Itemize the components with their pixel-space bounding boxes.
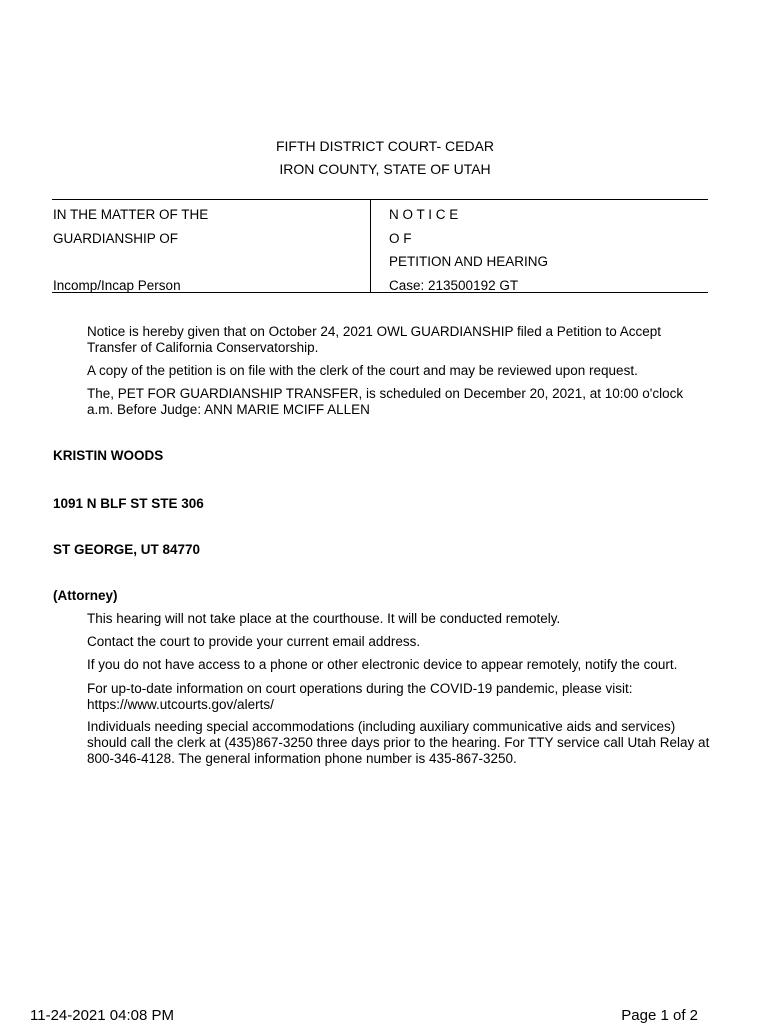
attorney-city: ST GEORGE, UT 84770: [53, 542, 201, 557]
caption-party: Incomp/Incap Person: [53, 278, 181, 293]
attorney-role: (Attorney): [53, 588, 118, 603]
caption-divider: [370, 200, 371, 292]
no-device-paragraph: If you do not have access to a phone or other electronic device to appear remotely, notify the court.: [87, 657, 678, 672]
covid-info-paragraph: For up-to-date information on court operations during the COVID-19 pandemic, please visit: https://www.utcourts.gov/alerts/: [87, 681, 633, 712]
caption-of: O F: [389, 231, 412, 246]
caption-top-rule: [52, 199, 708, 200]
remote-hearing-paragraph: This hearing will not take place at the courthouse. It will be conducted remotely.: [87, 611, 561, 626]
attorney-street: 1091 N BLF ST STE 306: [53, 496, 204, 511]
court-name: FIFTH DISTRICT COURT- CEDAR: [275, 138, 495, 154]
case-number: Case: 213500192 GT: [389, 278, 519, 293]
petition-copy-paragraph: A copy of the petition is on file with the clerk of the court and may be reviewed upon request.: [87, 363, 638, 378]
contact-court-paragraph: Contact the court to provide your current email address.: [87, 634, 421, 649]
caption-bottom-rule: [52, 292, 708, 293]
footer-timestamp: 11-24-2021 04:08 PM: [30, 1007, 174, 1024]
footer-page-number: Page 1 of 2: [621, 1007, 698, 1024]
notice-paragraph: Notice is hereby given that on October 24, 2021 OWL GUARDIANSHIP filed a Petition to Accept Transfer of California Conservatorship.: [87, 324, 662, 355]
hearing-schedule-paragraph: The, PET FOR GUARDIANSHIP TRANSFER, is scheduled on December 20, 2021, at 10:00 o'clock a.m. Before Judge: ANN MARIE MCIFF ALLEN: [87, 386, 684, 417]
caption-notice-title: N O T I C E: [389, 207, 459, 222]
court-county: IRON COUNTY, STATE OF UTAH: [279, 161, 491, 177]
caption-matter-line1: IN THE MATTER OF THE: [53, 207, 209, 222]
caption-subject: PETITION AND HEARING: [389, 254, 549, 269]
attorney-name: KRISTIN WOODS: [53, 448, 164, 463]
caption-matter-line2: GUARDIANSHIP OF: [53, 231, 179, 246]
accommodations-paragraph: Individuals needing special accommodations (including auxiliary communicative aids and services) should call the clerk at (435)867-3250 three days prior to the hearing. For TTY service call Utah Relay at 800-346-4128. The general information phone number is 435-867-3250.: [87, 719, 710, 766]
